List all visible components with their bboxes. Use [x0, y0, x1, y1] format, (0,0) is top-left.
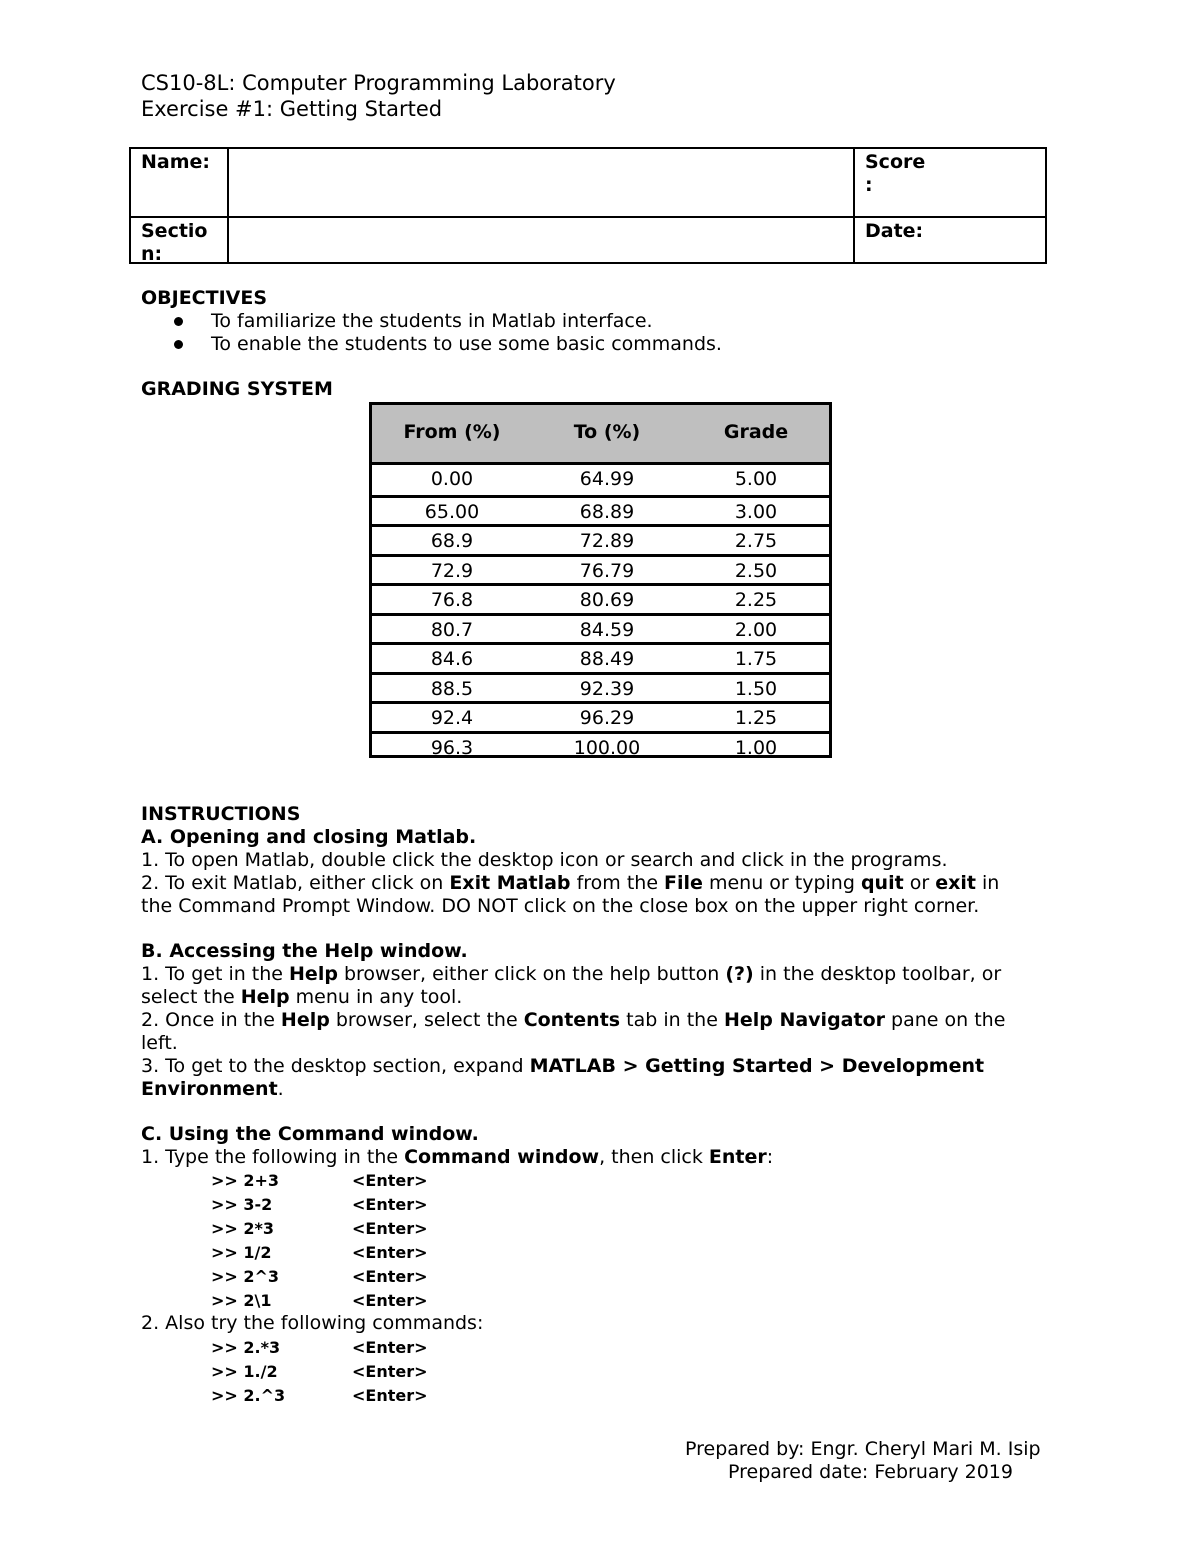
list-item: To enable the students to use some basic commands.: [141, 333, 722, 356]
table-cell: 72.9: [430, 559, 474, 582]
table-cell: 64.99: [579, 468, 635, 490]
enter-key-text: <Enter>: [352, 1362, 428, 1381]
enter-key-text: <Enter>: [352, 1386, 428, 1405]
command-text: >> 2\1: [211, 1291, 272, 1310]
section-b-heading: B. Accessing the Help window.: [141, 940, 468, 962]
divider: [131, 216, 1045, 218]
prepared-date: Prepared date: February 2019: [728, 1461, 1013, 1483]
name-label: Name:: [141, 151, 211, 173]
table-cell: 92.4: [430, 707, 474, 729]
column-header: Grade: [723, 421, 789, 443]
table-cell: 1.00: [734, 736, 778, 759]
section-b-step-1-cont: select the Help menu in any tool.: [141, 986, 463, 1008]
section-c-heading: C. Using the Command window.: [141, 1123, 479, 1145]
table-cell: 80.69: [579, 589, 635, 611]
table-row: [372, 554, 829, 586]
table-row: [372, 731, 829, 763]
table-cell: 72.89: [579, 530, 635, 552]
command-text: >> 2.^3: [211, 1386, 286, 1405]
list-item: To familiarize the students in Matlab interface.: [141, 310, 722, 333]
table-cell: 96.29: [579, 707, 635, 729]
table-row: [372, 583, 829, 615]
grading-table: [369, 402, 832, 758]
table-cell: 1.25: [734, 707, 778, 729]
table-cell: 68.89: [579, 500, 635, 523]
table-row: [372, 613, 829, 645]
section-a-heading: A. Opening and closing Matlab.: [141, 826, 477, 848]
enter-key-text: <Enter>: [352, 1243, 428, 1262]
section-b-step-2: 2. Once in the Help browser, select the Contents tab in the Help Navigator pane on the: [141, 1009, 1006, 1031]
table-cell: 0.00: [430, 468, 474, 490]
table-cell: 92.39: [579, 677, 635, 700]
table-row: [372, 642, 829, 674]
enter-key-text: <Enter>: [352, 1267, 428, 1286]
score-label: Score: [865, 151, 926, 173]
prepared-by: Prepared by: Engr. Cheryl Mari M. Isip: [685, 1438, 1041, 1460]
enter-key-text: <Enter>: [352, 1195, 428, 1214]
table-cell: 1.50: [734, 677, 778, 700]
enter-key-text: <Enter>: [352, 1338, 428, 1357]
instructions-heading: INSTRUCTIONS: [141, 803, 301, 825]
command-text: >> 1/2: [211, 1243, 272, 1262]
section-a-step-2: 2. To exit Matlab, either click on Exit Matlab from the File menu or typing quit or exit in: [141, 872, 1000, 894]
table-cell: 76.79: [579, 559, 635, 582]
grading-heading: GRADING SYSTEM: [141, 378, 333, 400]
table-cell: 65.00: [424, 500, 480, 523]
date-label: Date:: [865, 220, 924, 242]
section-b-step-3-cont: Environment.: [141, 1078, 284, 1100]
course-title: CS10-8L: Computer Programming Laboratory: [141, 71, 616, 95]
table-cell: 88.5: [430, 677, 474, 700]
section-a-step-1: 1. To open Matlab, double click the desktop icon or search and click in the programs.: [141, 849, 948, 871]
exercise-title: Exercise #1: Getting Started: [141, 97, 443, 121]
section-a-step-2-cont: the Command Prompt Window. DO NOT click on the close box on the upper right corner.: [141, 895, 980, 917]
section-c-step-2: 2. Also try the following commands:: [141, 1312, 484, 1334]
table-row: [372, 524, 829, 556]
enter-key-text: <Enter>: [352, 1171, 428, 1190]
objectives-heading: OBJECTIVES: [141, 287, 268, 309]
command-text: >> 1./2: [211, 1362, 278, 1381]
student-info-table: [129, 147, 1047, 264]
command-text: >> 2*3: [211, 1219, 275, 1238]
divider: [227, 149, 229, 262]
command-text: >> 2.*3: [211, 1338, 281, 1357]
grading-table-header: [372, 405, 829, 465]
score-label-colon: :: [865, 174, 873, 196]
table-row: [372, 672, 829, 704]
table-cell: 80.7: [430, 618, 474, 641]
section-label-cont: n:: [141, 243, 163, 265]
section-c-step-1: 1. Type the following in the Command window, then click Enter:: [141, 1146, 774, 1168]
table-cell: 84.59: [579, 618, 635, 641]
section-b-step-2-cont: left.: [141, 1032, 178, 1054]
section-b-step-1: 1. To get in the Help browser, either click on the help button (?) in the desktop toolbar, or: [141, 963, 1002, 985]
table-cell: 68.9: [430, 530, 474, 552]
table-cell: 100.00: [573, 736, 641, 759]
table-cell: 2.50: [734, 559, 778, 582]
table-cell: 5.00: [734, 468, 778, 490]
objectives-list: [141, 310, 722, 356]
table-cell: 96.3: [430, 736, 474, 759]
enter-key-text: <Enter>: [352, 1291, 428, 1310]
table-row: [372, 701, 829, 733]
command-text: >> 3-2: [211, 1195, 273, 1214]
table-cell: 76.8: [430, 589, 474, 611]
section-b-step-3: 3. To get to the desktop section, expand MATLAB > Getting Started > Development: [141, 1055, 985, 1077]
divider: [853, 149, 855, 262]
column-header: To (%): [573, 421, 641, 443]
section-label: Sectio: [141, 220, 208, 242]
bullet-icon: [174, 317, 183, 326]
table-cell: 88.49: [579, 648, 635, 670]
table-row: [372, 465, 829, 494]
command-text: >> 2^3: [211, 1267, 280, 1286]
table-cell: 1.75: [734, 648, 778, 670]
column-header: From (%): [403, 421, 501, 443]
table-cell: 2.00: [734, 618, 778, 641]
bullet-icon: [174, 340, 183, 349]
table-row: [372, 495, 829, 527]
table-cell: 2.25: [734, 589, 778, 611]
table-cell: 2.75: [734, 530, 778, 552]
table-cell: 3.00: [734, 500, 778, 523]
table-cell: 84.6: [430, 648, 474, 670]
command-text: >> 2+3: [211, 1171, 280, 1190]
enter-key-text: <Enter>: [352, 1219, 428, 1238]
